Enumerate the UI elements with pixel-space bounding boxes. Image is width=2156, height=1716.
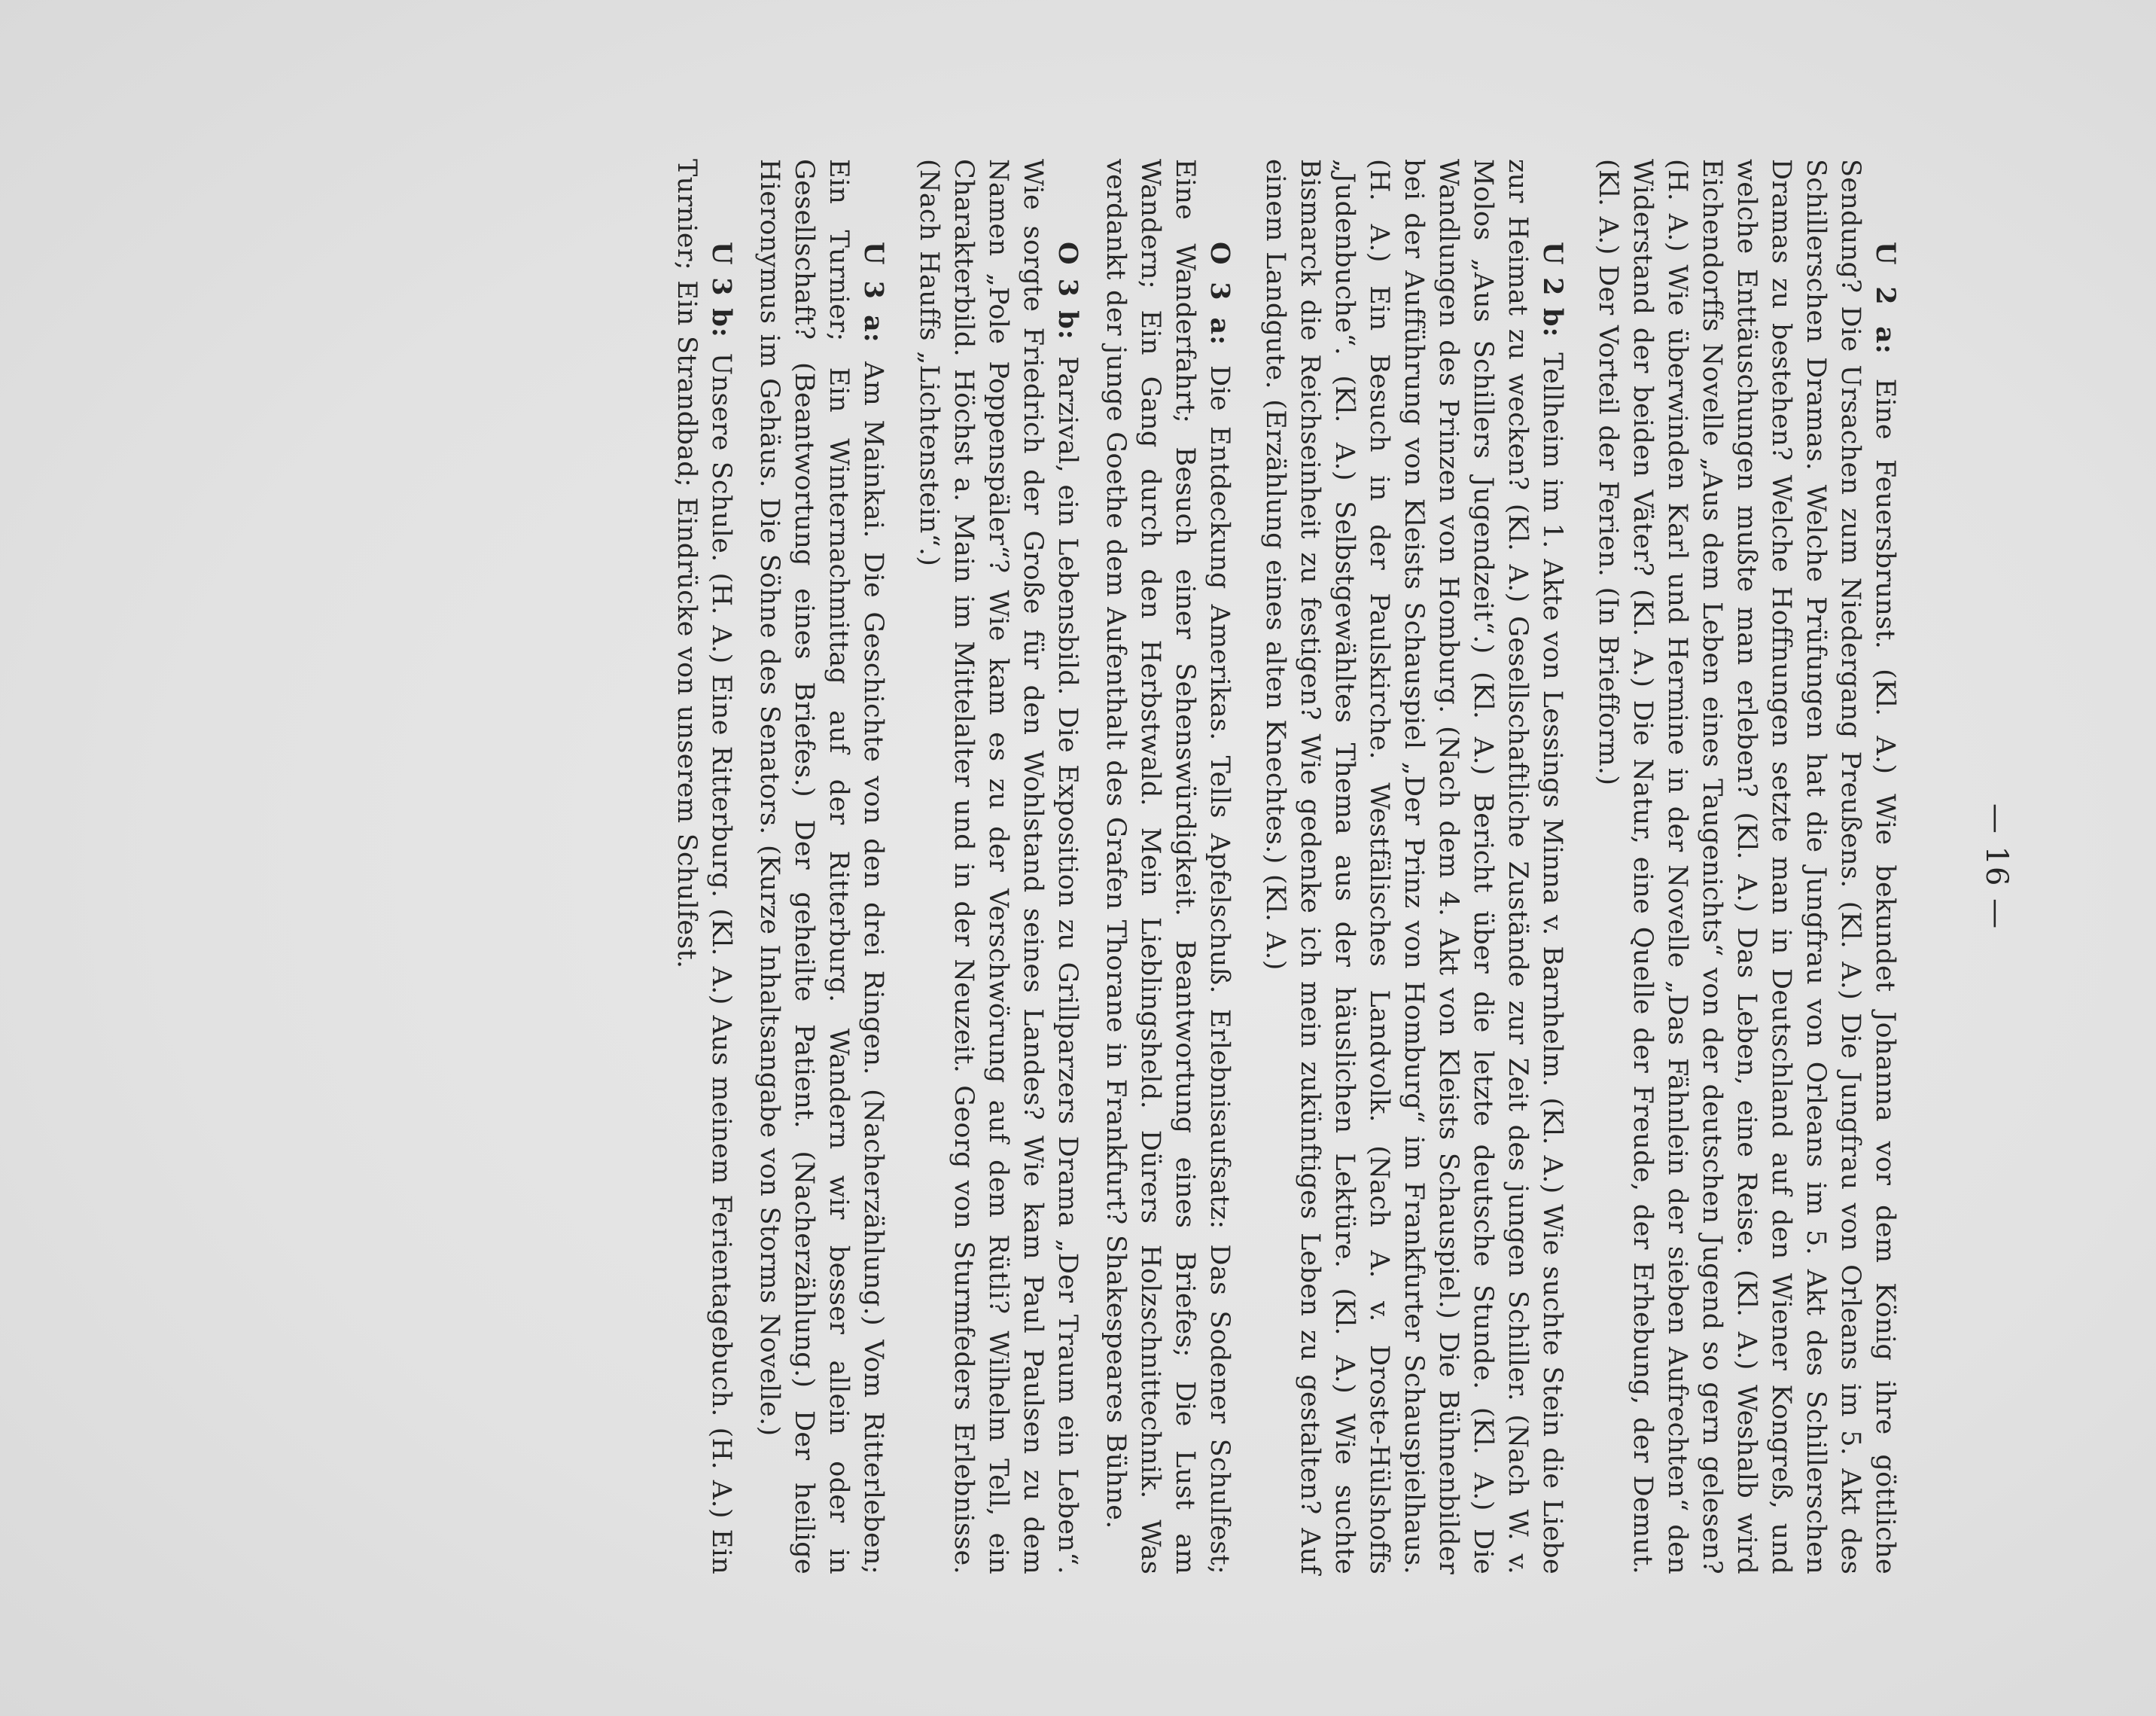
page-number: — 16 — [1979,803,2014,931]
paragraph-u3a [752,159,891,1574]
class-label-o3b: O 3 b: [1052,242,1083,340]
class-label-u2a: U 2 a: [1870,242,1901,355]
rotated-text-block [137,159,2019,1574]
paragraph-text-u2b: Tellheim im 1. Akte von Lessings Minna v. Barnhelm. (Kl. A.) Wie suchte Stein die Liebe zur Heimat zu wecken? (Kl. A.) Gesellschaftliche Zustände zur Zeit des jungen Schiller. (Nach W. v. Molos „Aus Schillers Jugendzeit“.) (Kl. A.) Bericht über die letzte deutsche Stunde. (Kl. A.) Die Wandlungen des Prinzen von Homburg. (Nach dem 4. Akt von Kleists Schauspiel.) Die Bühnenbilder bei der Aufführung von Kleists Schauspiel „Der Prinz von Homburg“ im Frankfurter Schauspielhaus. (H. A.) Ein Besuch in der Paulskirche. Westfälisches Landvolk. (Nach A. v. Droste-Hülshoffs „Judenbuche“. (Kl. A.) Selbstgewähltes Thema aus der häuslichen Lektüre. (Kl. A.) Wie suchte Bismarck die Reichseinheit zu festigen? Wie gedenke ich mein zukünftiges Leben zu gestalten? Auf einem Landgute. (Erzählung eines alten Knechtes.) (Kl. A.) [1260,159,1567,1574]
paragraph-text-u3b: Unsere Schule. (H. A.) Eine Ritterburg. (Kl. A.) Aus meinem Ferientagebuch. (H. A.) Ein Turnier; Ein Strandbad; Eindrücke von unserem Schulfest. [671,159,736,1574]
paragraph-text-o3b: Parzival, ein Lebensbild. Die Exposition zu Grillparzers Drama „Der Traum ein Leben“. Wie sorgte Friedrich der Große für den Wohlstand seines Landes? Wie kam Paul Paulsen zu dem Namen „Pole Poppenspäler“? Wie kam es zu der Verschwörung auf dem Rütli? Wilhelm Tell, ein Charakterbild. Höchst a. Main im Mittelalter und in der Neuzeit. Georg von Sturmfeders Erlebnisse. (Nach Hauffs „Lichtenstein“.) [914,159,1083,1574]
paragraph-text-o3a: Die Entdeckung Amerikas. Tells Apfelschuß. Erlebnisaufsatz: Das Sodener Schulfest; Eine Wanderfahrt; Besuch einer Sehenswürdigkeit. Beantwortung eines Briefes; Die Lust am Wandern; Ein Gang durch den Herbstwald. Mein Lieblingsheld. Dürers Holzschnittechnik. Was verdankt der junge Goethe dem Aufenthalt des Grafen Thorane in Frankfurt? Shakespeares Bühne. [1101,159,1235,1574]
class-label-u3a: U 3 a: [858,242,889,343]
paragraph-text-u2a: Eine Feuersbrunst. (Kl. A.) Wie bekundet Johanna vor dem König ihre göttliche Sendung? Die Ursachen zum Niedergang Preußens. (Kl. A.) Die Jungfrau von Orleans im 5. Akt des Schillerschen Dramas. Welche Prüfungen hat die Jungfrau von Orleans im 5. Akt des Schillerschen Dramas zu bestehen? Welche Hoffnungen setzte man in Deutschland auf den Wiener Kongreß, und welche Enttäuschungen mußte man erleben? (Kl. A.) Das Leben, eine Reise. (Kl. A.) Weshalb wird Eichendorffs Novelle „Aus dem Leben eines Taugenichts“ von der deutschen Jugend so gern gelesen? (H. A.) Wie überwinden Karl und Hermine in der Novelle „Das Fähnlein der sieben Aufrechten“ den Widerstand der beiden Väter? (Kl. A.) Die Natur, eine Quelle der Freude, der Erhebung, der Demut. (Kl. A.) Der Vorteil der Ferien. (In Briefform.) [1593,159,1900,1574]
paragraph-text-u3a: Am Mainkai. Die Geschichte von den drei Ringen. (Nacherzählung.) Vom Ritterleben; Ein Turnier; Ein Winternachmittag auf der Ritterburg. Wandern wir besser allein oder in Gesellschaft? (Beantwortung eines Briefes.) Der geheilte Patient. (Nacherzählung.) Der heilige Hieronymus im Gehäus. Die Söhne des Senators. (Kurze Inhaltsangabe von Storms Novelle.) [754,159,888,1574]
paragraph-o3a [1098,159,1237,1574]
paragraph-u3b [669,159,738,1574]
paragraph-u2a [1591,159,1902,1574]
document-body [648,159,1902,1574]
paragraph-o3b [912,159,1085,1574]
paragraph-u2b [1258,159,1570,1574]
class-label-u2b: U 2 b: [1537,242,1568,338]
class-label-o3a: O 3 a: [1204,242,1235,346]
class-label-u3b: U 3 b: [706,242,737,338]
